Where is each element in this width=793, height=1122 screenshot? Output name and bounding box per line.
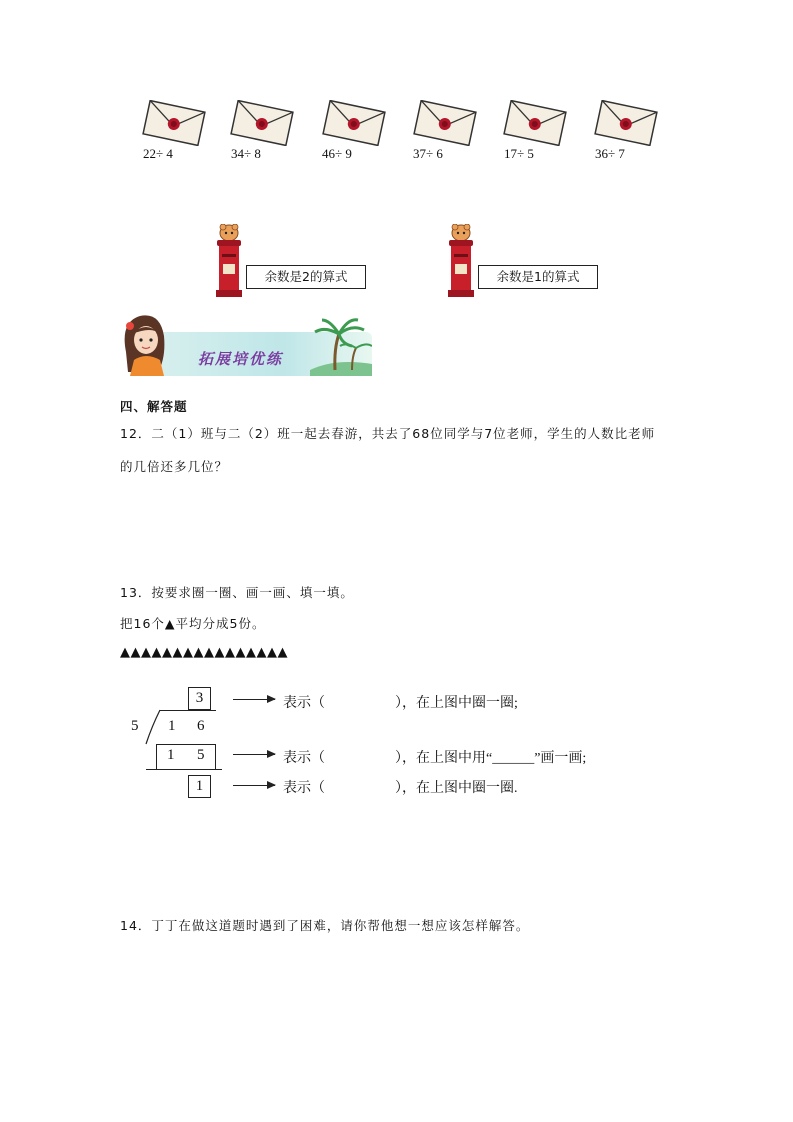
envelope-expression: 46÷ 9 — [322, 146, 352, 161]
postbox-icon — [444, 224, 478, 298]
explanation-product: 表示（ ），在上图中用“______”画一画; — [283, 751, 587, 766]
subtraction-line — [146, 769, 222, 770]
product-ones: 5 — [197, 747, 205, 763]
envelope-icon — [503, 100, 567, 146]
envelope-expression: 37÷ 6 — [413, 146, 443, 161]
question-13-line2: 把16个▲平均分成5份。 — [120, 616, 266, 631]
explanation-quotient: 表示（ ），在上图中圈一圈; — [283, 696, 518, 711]
division-bar — [160, 710, 216, 711]
envelope-expression: 34÷ 8 — [231, 146, 261, 161]
division-bracket — [140, 708, 164, 746]
dividend-ones: 6 — [197, 718, 205, 734]
banner-title: 拓展培优练 — [198, 350, 284, 368]
postbox-label: 余数是2的算式 — [246, 265, 366, 289]
envelope-icon — [413, 100, 477, 146]
envelope-expression: 22÷ 4 — [143, 146, 173, 161]
arrow-icon — [233, 754, 275, 755]
dividend-tens: 1 — [168, 718, 176, 734]
arrow-icon — [233, 699, 275, 700]
product-box — [156, 744, 216, 769]
postbox-icon — [212, 224, 246, 298]
question-12-line1: 12．二（1）班与二（2）班一起去春游，共去了68位同学与7位老师，学生的人数比老师 — [120, 426, 656, 441]
question-12-line2: 的几倍还多几位？ — [120, 459, 229, 474]
quotient-box: 3 — [188, 687, 211, 710]
envelope-expression: 17÷ 5 — [504, 146, 534, 161]
section-banner — [120, 312, 372, 378]
envelope-icon — [322, 100, 386, 146]
triangle-row: ▲▲▲▲▲▲▲▲▲▲▲▲▲▲▲▲ — [120, 645, 288, 660]
explanation-remainder: 表示（ ），在上图中圈一圈. — [283, 781, 518, 796]
section-heading: 四、解答题 — [120, 399, 188, 414]
envelope-icon — [142, 100, 206, 146]
envelope-expression: 36÷ 7 — [595, 146, 625, 161]
question-13-line1: 13．按要求圈一圈、画一画、填一填。 — [120, 585, 354, 600]
envelope-icon — [594, 100, 658, 146]
question-14-line1: 14．丁丁在做这道题时遇到了困难，请你帮他想一想应该怎样解答。 — [120, 918, 530, 933]
divisor: 5 — [131, 718, 139, 734]
postbox-label: 余数是1的算式 — [478, 265, 598, 289]
arrow-icon — [233, 785, 275, 786]
remainder-box: 1 — [188, 775, 211, 798]
envelope-icon — [230, 100, 294, 146]
product-tens: 1 — [167, 747, 175, 763]
